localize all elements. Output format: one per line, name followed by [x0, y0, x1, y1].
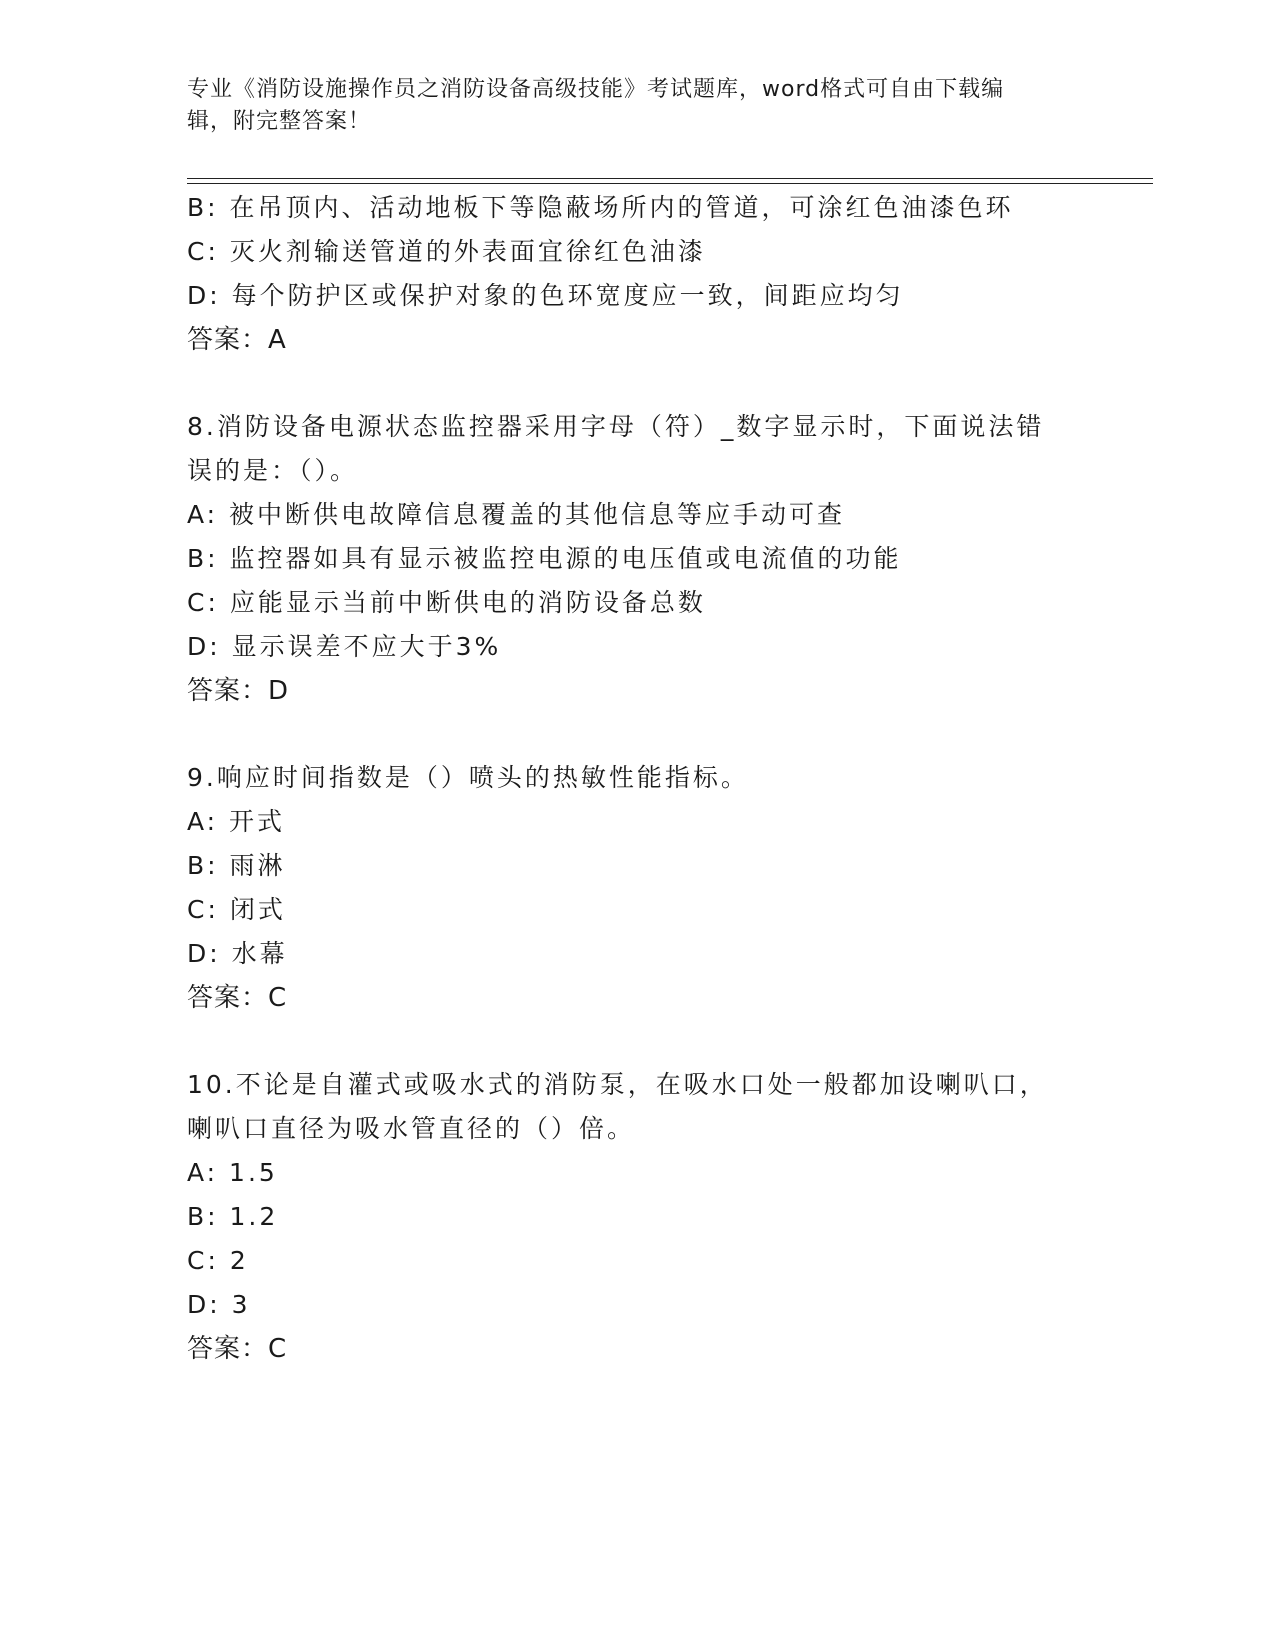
q9-option-a: A: 开式: [187, 807, 286, 836]
q8-option-a: A: 被中断供电故障信息覆盖的其他信息等应手动可查: [187, 500, 846, 529]
q10-option-c: C: 2: [187, 1246, 249, 1275]
q10-option-b: B: 1.2: [187, 1202, 279, 1231]
q8-option-d: D: 显示误差不应大于3%: [187, 632, 502, 661]
q9-option-b: B: 雨淋: [187, 851, 286, 880]
q10-stem-line-1: 10.不论是自灌式或吸水式的消防泵，在吸水口处一般都加设喇叭口，: [187, 1070, 1048, 1099]
header-line-2: 辑，附完整答案！: [187, 109, 372, 134]
q7-option-b: B: 在吊顶内、活动地板下等隐蔽场所内的管道，可涂红色油漆色环: [187, 193, 1014, 222]
q8-stem-line-1: 8.消防设备电源状态监控器采用字母（符）_数字显示时，下面说法错: [187, 412, 1045, 441]
q7-answer: 答案：A: [187, 325, 287, 355]
q10-stem-line-2: 喇叭口直径为吸水管直径的（）倍。: [187, 1114, 636, 1143]
q9-answer: 答案：C: [187, 983, 288, 1013]
q10-answer: 答案：C: [187, 1334, 288, 1364]
q9-stem-line-1: 9.响应时间指数是（）喷头的热敏性能指标。: [187, 763, 749, 792]
q8-stem-line-2: 误的是：（）。: [187, 456, 359, 485]
q9-option-c: C: 闭式: [187, 895, 286, 924]
q10-option-d: D: 3: [187, 1290, 251, 1319]
q10-option-a: A: 1.5: [187, 1158, 278, 1187]
q7-option-c: C: 灭火剂输送管道的外表面宜徐红色油漆: [187, 237, 706, 266]
header-divider-top: [187, 178, 1153, 179]
header-line-1: 专业《消防设施操作员之消防设备高级技能》考试题库，word格式可自由下载编: [187, 77, 1005, 102]
q8-option-b: B: 监控器如具有显示被监控电源的电压值或电流值的功能: [187, 544, 902, 573]
document-header: [187, 74, 1067, 138]
q9-option-d: D: 水幕: [187, 939, 288, 968]
q7-option-d: D: 每个防护区或保护对象的色环宽度应一致，间距应均匀: [187, 281, 904, 310]
q8-option-c: C: 应能显示当前中断供电的消防设备总数: [187, 588, 706, 617]
header-divider-bottom: [187, 183, 1153, 184]
q8-answer: 答案：D: [187, 676, 290, 706]
